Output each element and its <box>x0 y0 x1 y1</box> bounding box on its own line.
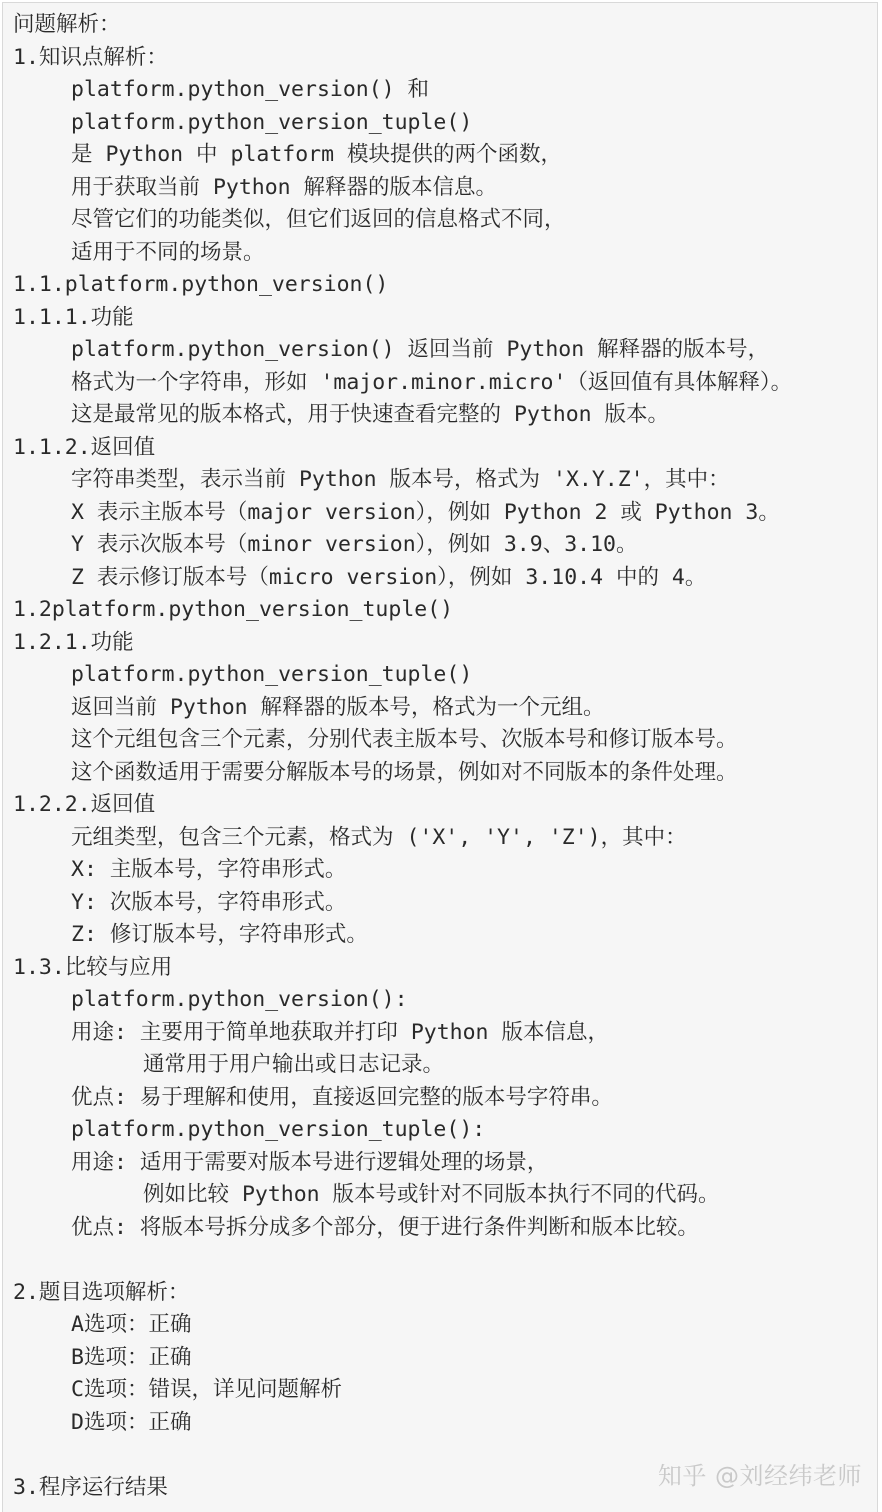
text-line: 1.1.platform.python_version() <box>13 272 389 297</box>
text-line: 1.1.2.返回值 <box>13 434 156 460</box>
blank-line <box>13 1244 879 1277</box>
text-line: 2.题目选项解析： <box>13 1279 190 1305</box>
text-line: A选项：正确 <box>71 1312 192 1337</box>
text-line: 优点: 将版本号拆分成多个部分，便于进行条件判断和版本比较。 <box>71 1214 699 1240</box>
text-line: 这个函数适用于需要分解版本号的场景，例如对不同版本的条件处理。 <box>71 759 738 785</box>
text-line: platform.python_version() 返回当前 Python 解释器的版本号， <box>71 337 770 362</box>
text-line: 用途: 主要用于简单地获取并打印 Python 版本信息， <box>71 1019 609 1045</box>
text-line: 问题解析： <box>13 12 121 37</box>
text-line: 3.程序运行结果 <box>13 1474 168 1500</box>
text-lines <box>13 9 879 1504</box>
text-line: 1.2platform.python_version_tuple() <box>13 597 454 622</box>
text-line: Z: 修订版本号，字符串形式。 <box>71 922 368 947</box>
text-line: 1.1.1.功能 <box>13 304 134 330</box>
text-line: B选项：正确 <box>71 1344 192 1370</box>
text-line: 这是最常见的版本格式，用于快速查看完整的 Python 版本。 <box>71 402 670 427</box>
code-text-panel <box>2 2 878 1512</box>
text-line: platform.python_version_tuple(): <box>71 1117 486 1142</box>
text-line: platform.python_version(): <box>71 987 408 1012</box>
text-line: Y 表示次版本号（minor version），例如 3.9、3.10。 <box>71 532 638 557</box>
zhihu-watermark: 知乎 @刘经纬老师 <box>657 1462 862 1490</box>
text-line: platform.python_version_tuple() <box>71 662 473 687</box>
text-line: 1.3.比较与应用 <box>13 954 173 980</box>
text-line: Z 表示修订版本号（micro version），例如 3.10.4 中的 4。 <box>71 564 707 590</box>
text-line: 是 Python 中 platform 模块提供的两个函数， <box>71 142 562 167</box>
text-line: 通常用于用户输出或日志记录。 <box>143 1052 445 1077</box>
text-line: X: 主版本号，字符串形式。 <box>71 857 347 882</box>
text-line: 例如比较 Python 版本号或针对不同版本执行不同的代码。 <box>143 1182 720 1207</box>
text-line: 适用于不同的场景。 <box>71 239 265 265</box>
text-line: 优点: 易于理解和使用，直接返回完整的版本号字符串。 <box>71 1084 613 1110</box>
text-line: C选项：错误，详见问题解析 <box>71 1377 342 1402</box>
text-line: 格式为一个字符串，形如 'major.minor.micro'（返回值有具体解释）。 <box>71 369 793 395</box>
text-line: D选项：正确 <box>71 1409 192 1435</box>
text-line: 这个元组包含三个元素，分别代表主版本号、次版本号和修订版本号。 <box>71 727 738 752</box>
text-line: 尽管它们的功能类似，但它们返回的信息格式不同， <box>71 207 566 232</box>
text-line: 用途: 适用于需要对版本号进行逻辑处理的场景， <box>71 1149 549 1175</box>
text-line: 元组类型，包含三个元素，格式为 ('X', 'Y', 'Z')，其中： <box>71 824 687 850</box>
text-line: 用于获取当前 Python 解释器的版本信息。 <box>71 174 498 200</box>
text-line: 1.2.2.返回值 <box>13 792 156 817</box>
text-line: X 表示主版本号（major version），例如 Python 2 或 Python 3。 <box>71 499 780 525</box>
text-line: 字符串类型，表示当前 Python 版本号，格式为 'X.Y.Z'，其中： <box>71 467 730 492</box>
text-line: platform.python_version() 和 <box>71 77 430 102</box>
text-line: Y: 次版本号，字符串形式。 <box>71 889 347 915</box>
text-line: 1.2.1.功能 <box>13 629 134 655</box>
text-line: 返回当前 Python 解释器的版本号，格式为一个元组。 <box>71 694 605 720</box>
text-line: 1.知识点解析： <box>13 44 168 70</box>
text-line: platform.python_version_tuple() <box>71 109 473 135</box>
